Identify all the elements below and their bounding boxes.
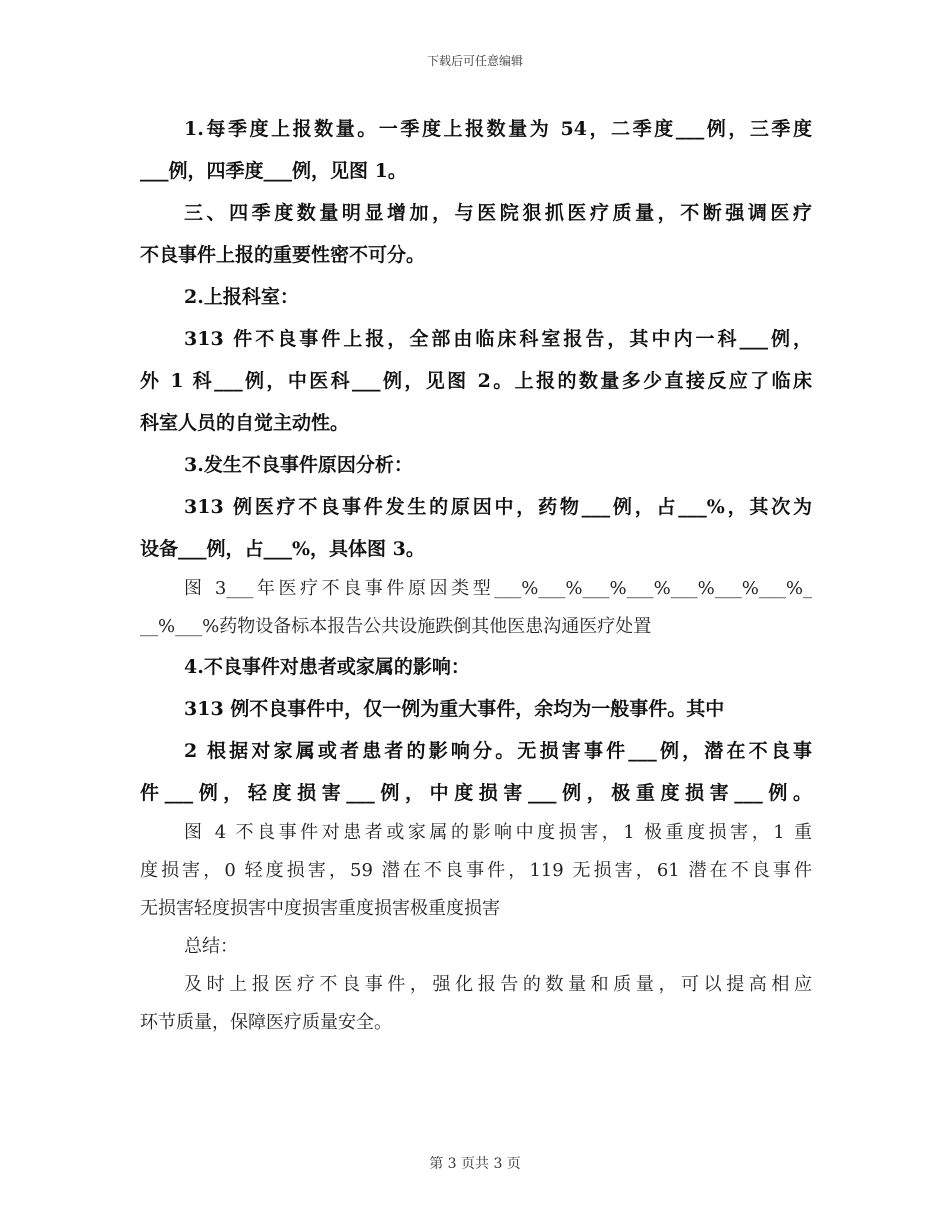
figure-caption-line: __%___%药物设备标本报告公共设施跌倒其他医患沟通医疗处置 (140, 616, 652, 637)
paragraph-line: 三、四季度数量明显增加，与医院狠抓医疗质量，不断强调医疗 (184, 202, 812, 224)
paragraph-line: 313 例医疗不良事件发生的原因中，药物___例，占___%，其次为 (184, 496, 812, 518)
section-heading: 2.上报科室： (184, 286, 299, 308)
figure-caption-line: 图 3___年医疗不良事件原因类型___%___%___%___%___%___%___%_ (184, 578, 812, 599)
section-heading: 4.不良事件对患者或家属的影响： (184, 656, 470, 678)
page-header: 下载后可任意编辑 (426, 54, 523, 68)
paragraph-line: 1.每季度上报数量。一季度上报数量为 54，二季度___例，三季度 (184, 118, 812, 140)
summary-line: 环节质量，保障医疗质量安全。 (140, 1012, 392, 1033)
figure-caption-line: 无损害轻度损害中度损害重度损害极重度损害 (140, 898, 500, 919)
paragraph-line: 313 件不良事件上报，全部由临床科室报告，其中内一科___例， (184, 328, 812, 350)
summary-heading: 总结： (184, 936, 238, 957)
section-heading: 3.发生不良事件原因分析： (184, 454, 413, 476)
paragraph-line: ___例，四季度___例，见图 1。 (140, 160, 407, 182)
paragraph-line: 科室人员的自觉主动性。 (140, 412, 350, 434)
figure-caption-line: 度损害，0 轻度损害，59 潜在不良事件，119 无损害，61 潜在不良事件 (140, 860, 812, 881)
paragraph-line: 313 例不良事件中，仅一例为重大事件，余均为一般事件。其中 (184, 698, 725, 720)
paragraph-line: 不良事件上报的重要性密不可分。 (140, 244, 426, 266)
paragraph-line: 2 根据对家属或者患者的影响分。无损害事件___例，潜在不良事 (184, 740, 812, 762)
paragraph-line: 外 1 科___例，中医科___例，见图 2。上报的数量多少直接反应了临床 (140, 370, 812, 392)
summary-line: 及时上报医疗不良事件，强化报告的数量和质量，可以提高相应 (184, 974, 812, 995)
page-footer: 第 3 页共 3 页 (429, 1156, 521, 1172)
paragraph-line: 设备___例，占___%，具体图 3。 (140, 538, 425, 560)
document-body (140, 108, 812, 1042)
paragraph-line: 件___例，轻度损害___例，中度损害___例，极重度损害___例。 (140, 782, 812, 804)
figure-caption-line: 图 4 不良事件对患者或家属的影响中度损害，1 极重度损害，1 重 (184, 822, 812, 843)
